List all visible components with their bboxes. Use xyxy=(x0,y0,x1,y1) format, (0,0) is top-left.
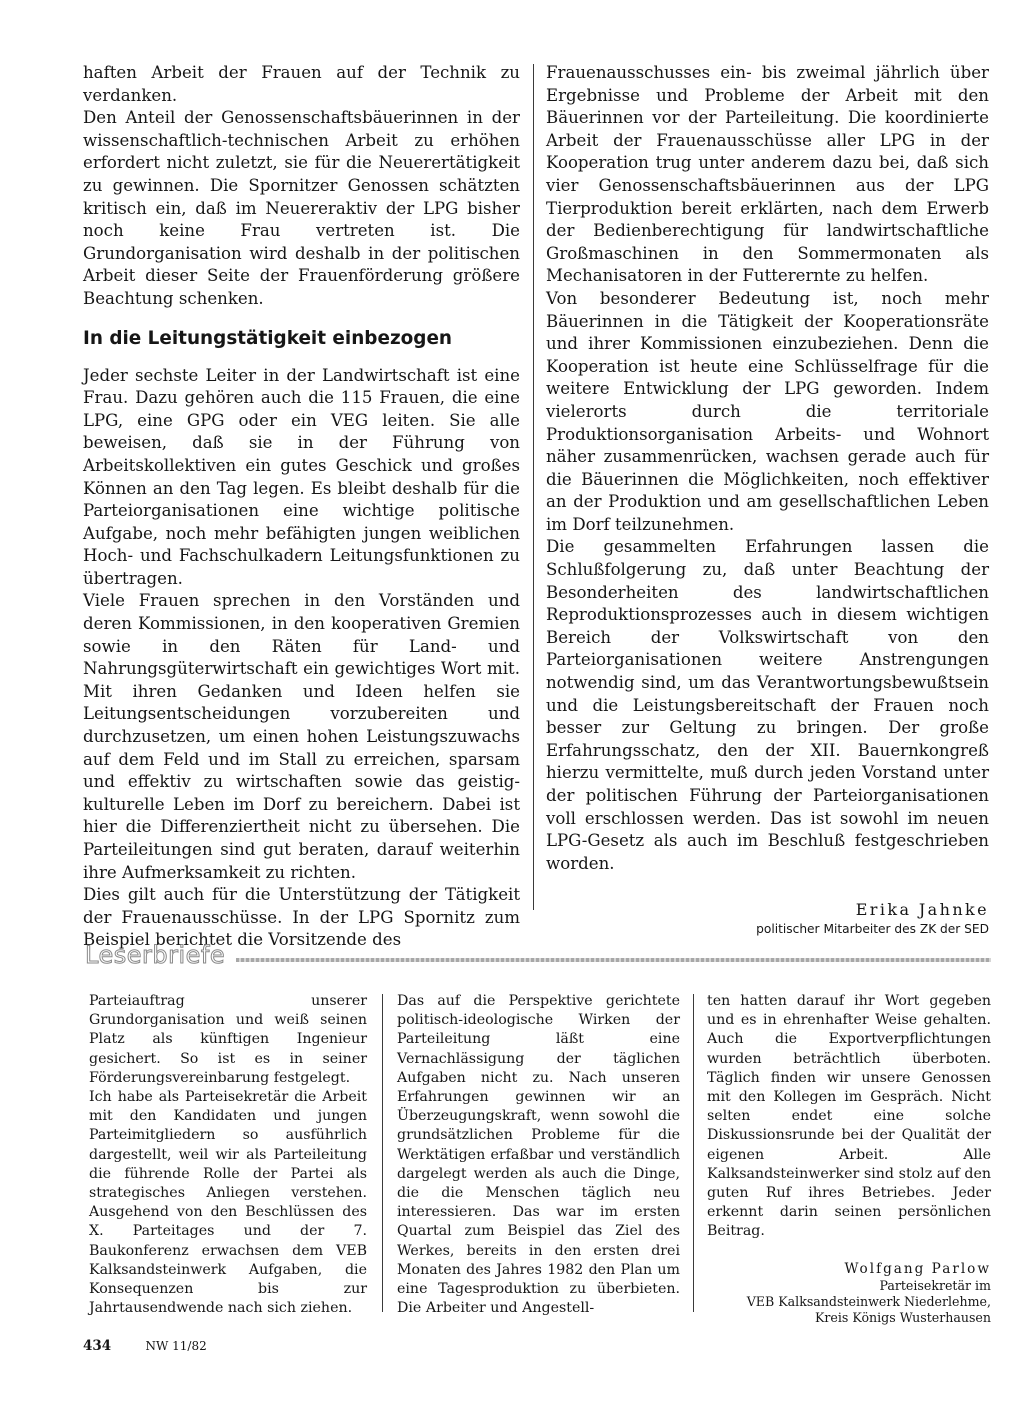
article-paragraph: Viele Frauen sprechen in den Vorständen und deren Kommissionen, in den kooperativen Gremien sowie in den Räten für Land- und Nahrungsgüterwirtschaft ein gewichtiges Wort mit. Mit ihren Gedanken und Ideen helfen sie Leitungsentscheidungen vorzubereiten und durchzusetzen, um einen hohen Leistungszuwachs auf dem Feld und im Stall zu erreichen, sparsam und effektiv zu wirtschaften sowie das geistig-kulturelle Leben im Dorf zu bereichern. Dabei ist hier die Differenziertheit nicht zu übersehen. Die Parteileitungen sind gut beraten, darauf weiterhin ihre Aufmerksamkeit zu richten. xyxy=(83,591,520,882)
section-band-title: Leserbriefe xyxy=(85,941,226,969)
section-heading: In die Leitungstätigkeit einbezogen xyxy=(83,327,453,349)
article-left-column xyxy=(83,62,520,952)
article-paragraph: haften Arbeit der Frauen auf der Technik zu verdanken. xyxy=(83,63,520,105)
column-divider xyxy=(382,994,383,1312)
letter-column-2 xyxy=(397,992,680,1318)
letter-column-1 xyxy=(89,992,367,1318)
page-footer xyxy=(83,1337,207,1355)
article-paragraph: Jeder sechste Leiter in der Landwirtschaft ist eine Frau. Dazu gehören auch die 115 Frauen, die eine LPG, eine GPG oder ein VEG leiten. Sie alle beweisen, daß sie in der Führung von Arbeitskollektiven ein gutes Geschick und großes Können an den Tag legen. Es bleibt deshalb für die Parteiorganisationen eine wichtige politische Aufgabe, noch mehr befähigten jungen weiblichen Hoch- und Fachschulkadern Leitungsfunktionen zu übertragen. xyxy=(83,365,520,588)
section-band-rule xyxy=(236,958,991,962)
article-paragraph: Die gesammelten Erfahrungen lassen die Schlußfolgerung zu, daß unter Beachtung der Besonderheiten des landwirtschaftlichen Reproduktionsprozesses auch in diesem wichtigen Bereich der Volkswirtschaft von den Parteiorganisationen weitere Anstrengungen notwendig sind, um das Verantwortungsbewußtsein und die Leistungsbereitschaft der Frauen noch besser zur Geltung zu bringen. Der große Erfahrungsschatz, den der XII. Bauernkongreß hierzu vermittelte, muß durch jeden Vorstand unter der politischen Führung der Parteiorganisationen voll erschlossen werden. Das ist sowohl im neuen LPG-Gesetz als auch im Beschluß festgeschrieben worden. xyxy=(546,537,989,873)
page-number: 434 xyxy=(83,1338,112,1354)
issue-label: NW 11/82 xyxy=(145,1339,207,1353)
article-paragraph: Den Anteil der Genossenschaftsbäuerinnen in der wissenschaftlich-technischen Arbeit zu erhöhen erfordert nicht zuletzt, sie für die Neuerertätigkeit zu gewinnen. Die Spornitzer Genossen schätzten kritisch ein, daß im Neuereraktiv der LPG bisher noch keine Frau vertreten ist. Die Grundorganisation wird deshalb in der politischen Arbeit dieser Seite der Frauenförderung größere Beachtung schenken. xyxy=(83,108,520,308)
letter-signature xyxy=(707,1260,991,1326)
article-paragraph: Von besonderer Bedeutung ist, noch mehr Bäuerinnen in die Tätigkeit der Kooperationsräte und ihrer Kommissionen einzubeziehen. Denn die Kooperation ist heute eine Schlüsselfrage für die weitere Entwicklung der LPG geworden. Indem vielerorts durch die territoriale Produktionsorganisation Arbeits- und Wohnort näher zusammenrücken, wachsen gerade auch für die Bäuerinnen die Möglichkeiten, noch effektiver an der Produktion und am gesellschaftlichen Leben im Dorf teilzunehmen. xyxy=(546,288,989,534)
article-right-column xyxy=(546,62,989,937)
letter-paragraph: ten hatten darauf ihr Wort gegeben und es in ehrenhafter Weise gehalten. Auch die Exportverpflichtungen wurden beträchtlich überboten. Täglich finden wir unsere Genossen mit den Kollegen im Gespräch. Nicht selten endet eine solche Diskussionsrunde bei der Qualität der eigenen Arbeit. Alle Kalksandsteinwerker sind stolz auf den guten Ruf ihres Betriebes. Jeder erkennt darin seinen persönlichen Beitrag. xyxy=(707,993,991,1240)
letter-author-role: Parteisekretär im xyxy=(879,1277,991,1293)
article-paragraph: Dies gilt auch für die Unterstützung der Tätigkeit der Frauenausschüsse. In der LPG Spornitz zum Beispiel berichtet die Vorsitzende des xyxy=(83,885,520,950)
letter-paragraph: Das auf die Perspektive gerichtete politisch-ideologische Wirken der Parteileitung läßt eine Vernachlässigung der täglichen Aufgaben nicht zu. Nach unseren Erfahrungen gewinnen wir an Überzeugungskraft, wenn sowohl die grundsätzlichen Probleme für die Werktätigen erfaßbar und verständlich dargelegt werden als auch die Dinge, die die Menschen täglich neu interessieren. Das war im ersten Quartal zum Beispiel das Ziel des Werkes, bereits in den ersten drei Monaten des Jahres 1982 den Plan um eine Tagesproduktion zu überbieten. Die Arbeiter und Angestell- xyxy=(397,993,680,1317)
letter-author-name: Wolfgang Parlow xyxy=(844,1260,991,1277)
author-name: Erika Jahnke xyxy=(855,900,989,920)
letter-paragraph: Ich habe als Parteisekretär die Arbeit mit den Kandidaten und jungen Parteimitgliedern so ausführlich dargestellt, weil wir als Parteileitung die führende Rolle der Partei als strategisches Anliegen verstehen. Ausgehend von den Beschlüssen des X. Parteitages und der 7. Baukonferenz erwachsen dem VEB Kalksandsteinwerk Aufgaben, die Konsequenzen bis zur Jahrtausendwende nach sich ziehen. xyxy=(89,1089,367,1317)
letter-column-3 xyxy=(707,992,991,1326)
article-paragraph: Frauenausschusses ein- bis zweimal jährlich über Ergebnisse und Probleme der Arbeit mit den Bäuerinnen vor der Parteileitung. Die koordinierte Arbeit der Frauenausschüsse aller LPG in der Kooperation trug unter anderem dazu bei, daß sich vier Genossenschaftsbäuerinnen aus der LPG Tierproduktion bereit erklärten, nach dem Erwerb der Bedienberechtigung für landwirtschaftliche Großmaschinen in den Sommermonaten als Mechanisatoren in der Futterernte zu helfen. xyxy=(546,63,989,286)
author-role: politischer Mitarbeiter des ZK der SED xyxy=(756,922,989,937)
letter-paragraph: Parteiauftrag unserer Grundorganisation und weiß seinen Platz als künftigen Ingenieur gesichert. So ist es in seiner Förderungsvereinbarung festgelegt. xyxy=(89,993,367,1086)
letter-author-place: Kreis Königs Wusterhausen xyxy=(815,1309,991,1325)
article-signature xyxy=(546,899,989,937)
column-divider xyxy=(693,994,694,1312)
letter-author-org: VEB Kalksandsteinwerk Niederlehme, xyxy=(746,1293,991,1309)
column-divider xyxy=(533,64,534,910)
